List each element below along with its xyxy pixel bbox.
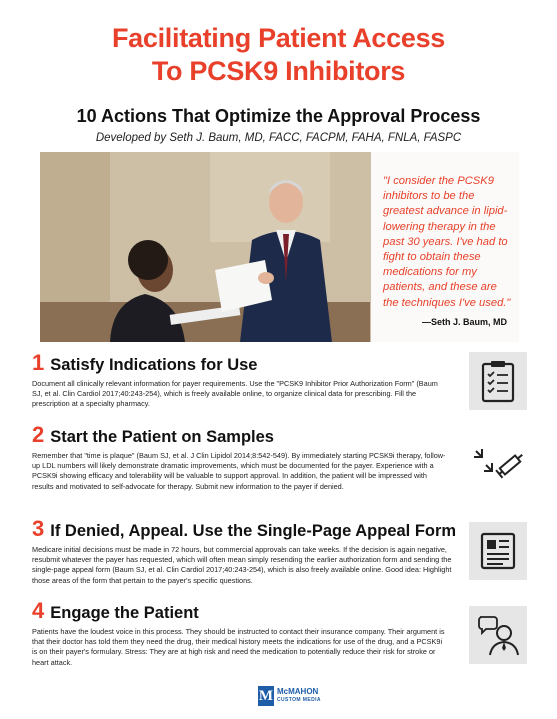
document-icon <box>469 522 527 580</box>
section-title: Satisfy Indications for Use <box>50 356 258 374</box>
section-body: Medicare initial decisions must be made in 72 hours, but commercial approvals can take weeks. If the decision is again negative, resubmit whatever the payer has requested, which will often mean simply resending the earlier authorization form and sending the single-page appeal form (Baum SJ, et al. Clin Cardiol 2017;40:243-254), which is also freely available online. Good idea: Highlight those areas of the form that pertain to the payer's specific questions. <box>32 545 452 585</box>
logo-tagline: CUSTOM MEDIA <box>277 697 321 703</box>
section-number: 3 <box>32 516 45 541</box>
section-body: Patients have the loudest voice in this process. They should be instructed to contact their insurance company. Their argument is that their doctor has told them they need the drug, their medical history meets the indications for use of the drug, and a PCSK9i is on their payer's formulary. Stress: They are at high risk and need the medication to potentially reduce their risk for stroke or heart attack. <box>32 627 445 667</box>
section-4 <box>32 600 527 668</box>
quote-panel <box>371 152 519 342</box>
pull-quote: "I consider the PCSK9 inhibitors to be the greatest advance in lipid-lowering therapy in the past 30 years. I've had to fight to obtain these medications for my patients, and these are the techniques I've used." <box>383 175 511 309</box>
section-title: Start the Patient on Samples <box>50 428 274 446</box>
section-title: Engage the Patient <box>50 604 199 622</box>
hero-photo <box>40 152 519 342</box>
page-title <box>0 22 557 88</box>
section-body: Document all clinically relevant information for payer requirements. Use the "PCSK9 Inhibitor Prior Authorization Form" (Baum SJ, et al. Clin Cardiol 2017;40:243-254), which is freely available online, to organize clinical data for prescribing. Fill the prescription at a specialty pharmacy. <box>32 379 438 409</box>
section-3 <box>32 518 527 586</box>
page-subtitle: 10 Actions That Optimize the Approval Process <box>76 106 481 126</box>
clipboard-icon <box>469 352 527 410</box>
quote-attribution: —Seth J. Baum, MD <box>421 316 507 327</box>
section-number: 1 <box>32 350 45 375</box>
syringe-icon <box>469 434 527 492</box>
patient-speech-icon <box>469 606 527 664</box>
section-number: 4 <box>32 598 45 623</box>
logo-name: McMAHON <box>277 687 319 696</box>
title-line-1: Facilitating Patient Access <box>111 23 445 53</box>
title-line-2: To PCSK9 Inhibitors <box>151 56 406 86</box>
author-byline: Developed by Seth J. Baum, MD, FACC, FACPM, FAHA, FNLA, FASPC <box>95 132 462 144</box>
section-title: If Denied, Appeal. Use the Single-Page Appeal Form <box>50 522 457 540</box>
section-2 <box>32 424 527 492</box>
section-1 <box>32 352 527 410</box>
publisher-logo <box>258 686 321 706</box>
section-number: 2 <box>32 422 45 447</box>
section-body: Remember that "time is plaque" (Baum SJ, et al. J Clin Lipidol 2014;8:542-549). By immediately starting PCSK9i therapy, follow-up LDL numbers will likely demonstrate dramatic improvements, which must be documented for the payer. Experience with a PCSK9i showing efficacy and tolerability will be valuable to support approval. In addition, the patient will be impressed with results and motivated to self-advocate for therapy. Submit new information to the payer if denied. <box>32 451 446 491</box>
logo-mark: M <box>258 688 274 704</box>
